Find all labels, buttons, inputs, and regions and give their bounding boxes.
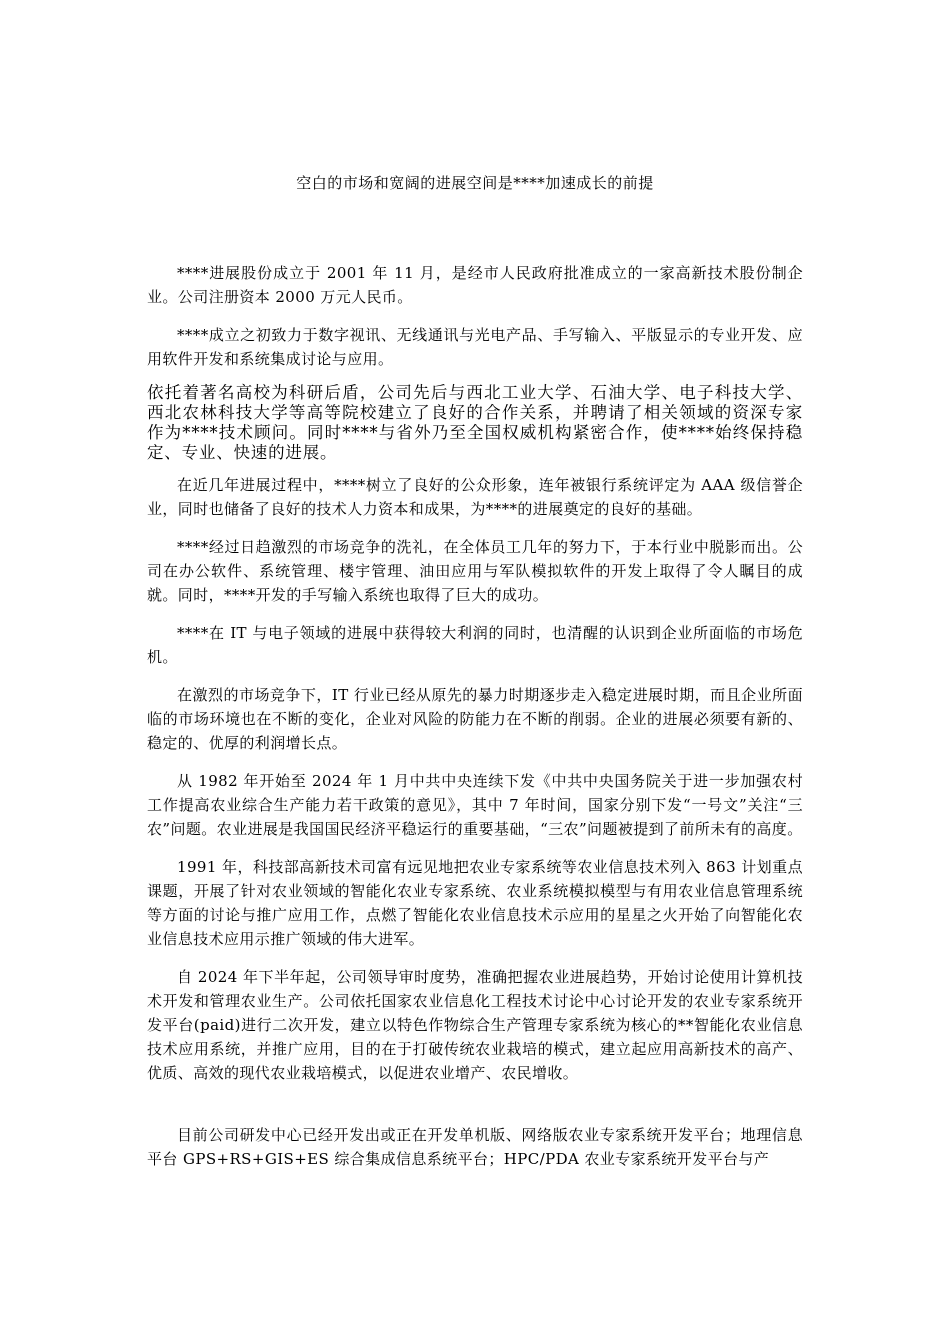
paragraph-university-partners: 依托着著名高校为科研后盾，公司先后与西北工业大学、石油大学、电子科技大学、西北农林科技大学等高等院校建立了良好的合作关系，并聘请了相关领域的资深专家作为****技术顾问。同时****与省外乃至全国权威机构紧密合作，使****始终保持稳定、专业、快速的进展。 bbox=[147, 383, 803, 462]
paragraph-national-policy: 从 1982 年开始至 2024 年 1 月中共中央连续下发《中共中央国务院关于进一步加强农村工作提高农业综合生产能力若干政策的意见》，其中 7 年时间，国家分别下发“一号文”关注“三农”问题。农业进展是我国国民经济平稳运行的重要基础，“三农”问题被提到了前所未有的高度。 bbox=[147, 772, 803, 838]
paragraph-business-scope: ****成立之初致力于数字视讯、无线通讯与光电产品、手写输入、平版显示的专业开发、应用软件开发和系统集成讨论与应用。 bbox=[147, 326, 803, 368]
paragraph-competition: 在激烈的市场竞争下，IT 行业已经从原先的暴力时期逐步走入稳定进展时期，而且企业所面临的市场环境也在不断的变化，企业对风险的防能力在不断的削弱。企业的进展必须要有新的、稳定的、优厚的利润增长点。 bbox=[147, 686, 803, 752]
document-body bbox=[147, 261, 803, 1171]
paragraph-company-founding: ****进展股份成立于 2001 年 11 月，是经市人民政府批准成立的一家高新技术股份制企业。公司注册资本 2000 万元人民币。 bbox=[147, 264, 803, 306]
paragraph-agri-expert-system: 自 2024 年下半年起，公司领导审时度势，准确把握农业进展趋势，开始讨论使用计算机技术开发和管理农业生产。公司依托国家农业信息化工程技术讨论中心讨论开发的农业专家系统开发平台(paid)进行二次开发，建立以特色作物综合生产管理专家系统为核心的**智能化农业信息技术应用系统，并推广应用，目的在于打破传统农业栽培的模式，建立起应用高新技术的高产、优质、高效的现代农业栽培模式，以促进农业增产、农民增收。 bbox=[147, 968, 803, 1082]
paragraph-863-program: 1991 年，科技部高新技术司富有远见地把农业专家系统等农业信息技术列入 863 计划重点课题，开展了针对农业领域的智能化农业专家系统、农业系统模拟模型与有用农业信息管理系统等方面的讨论与推广应用工作，点燃了智能化农业信息技术示应用的星星之火开始了向智能化农业信息技术应用示推广领域的伟大进军。 bbox=[147, 858, 803, 948]
paragraph-rd-center: 目前公司研发中心已经开发出或正在开发单机版、网络版农业专家系统开发平台；地理信息平台 GPS+RS+GIS+ES 综合集成信息系统平台；HPC/PDA 农业专家系统开发平台与产 bbox=[147, 1126, 803, 1168]
paragraph-achievements: ****经过日趋激烈的市场竞争的洗礼，在全体员工几年的努力下，于本行业中脱影而出。公司在办公软件、系统管理、楼宇管理、油田应用与军队模拟软件的开发上取得了令人瞩目的成就。同时，****开发的手写输入系统也取得了巨大的成功。 bbox=[147, 538, 803, 604]
document-title: 空白的市场和宽阔的进展空间是****加速成长的前提 bbox=[296, 174, 654, 192]
paragraph-market-crisis: ****在 IT 与电子领域的进展中获得较大利润的同时，也清醒的认识到企业所面临的市场危机。 bbox=[147, 624, 803, 666]
paragraph-reputation: 在近几年进展过程中，****树立了良好的公众形象，连年被银行系统评定为 AAA 级信誉企业，同时也储备了良好的技术人力资本和成果，为****的进展奠定的良好的基础。 bbox=[147, 476, 803, 518]
